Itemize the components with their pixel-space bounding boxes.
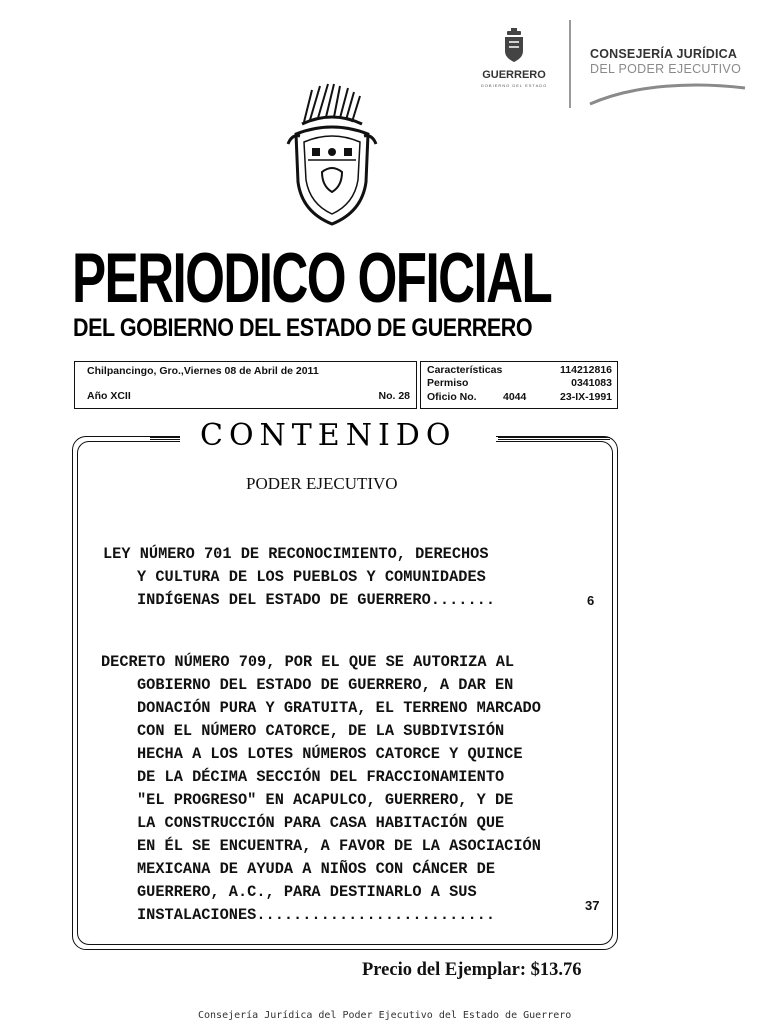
- toc-entry-line: INSTALACIONES..........................: [137, 906, 496, 924]
- registration-label3: Oficio No.: [427, 391, 477, 403]
- toc-entry-line: "EL PROGRESO" EN ACAPULCO, GUERRERO, Y DE: [137, 791, 514, 809]
- registration-label2: Permiso: [427, 377, 469, 389]
- toc-entry-line: DONACIÓN PURA Y GRATUITA, EL TERRENO MARCADO: [137, 699, 541, 717]
- toc-entry-line: LA CONSTRUCCIÓN PARA CASA HABITACIÓN QUE: [137, 814, 505, 832]
- toc-entry-line: DE LA DÉCIMA SECCIÓN DEL FRACCIONAMIENTO: [137, 768, 505, 786]
- toc-entry-line: CON EL NÚMERO CATORCE, DE LA SUBDIVISIÓN: [137, 722, 505, 740]
- issue-year: Año XCII: [87, 390, 131, 402]
- title-rule-right: [498, 437, 610, 440]
- brand-title-line1: CONSEJERÍA JURÍDICA: [590, 47, 738, 61]
- brand-title-line2: DEL PODER EJECUTIVO: [590, 62, 742, 76]
- toc-entry-line: MEXICANA DE AYUDA A NIÑOS CON CÁNCER DE: [137, 860, 496, 878]
- guerrero-state-logo: [478, 28, 550, 92]
- toc-entry-line: HECHA A LOS LOTES NÚMEROS CATORCE Y QUINCE: [137, 745, 523, 763]
- toc-page-number: 37: [585, 898, 600, 913]
- toc-entry-line: GUERRERO, A.C., PARA DESTINARLO A SUS: [137, 883, 477, 901]
- state-seal-icon: [282, 82, 382, 232]
- toc-entry-line: LEY NÚMERO 701 DE RECONOCIMIENTO, DERECHOS: [103, 545, 489, 563]
- issue-number: No. 28: [378, 390, 410, 402]
- logo-text: GUERRERO: [482, 69, 546, 81]
- toc-page-number: 6: [587, 593, 595, 608]
- toc-entry-line: GOBIERNO DEL ESTADO DE GUERRERO, A DAR EN: [137, 676, 514, 694]
- registration-box: [420, 361, 618, 409]
- brand-swoosh: [585, 78, 750, 108]
- toc-entry-line: Y CULTURA DE LOS PUEBLOS Y COMUNIDADES: [137, 568, 486, 586]
- page-footer: Consejería Jurídica del Poder Ejecutivo del Estado de Guerrero: [198, 1010, 572, 1021]
- registration-label1: Características: [427, 364, 503, 376]
- brand-divider: [569, 20, 571, 108]
- registration-value1: 114212816: [560, 364, 612, 376]
- toc-entry-line: DECRETO NÚMERO 709, POR EL QUE SE AUTORIZA AL: [101, 653, 515, 671]
- toc-entry-line: EN ÉL SE ENCUENTRA, A FAVOR DE LA ASOCIACIÓN: [137, 837, 541, 855]
- title-rule-left: [150, 437, 180, 440]
- section-heading: PODER EJECUTIVO: [246, 474, 398, 493]
- registration-value2: 0341083: [571, 377, 612, 389]
- masthead-title: PERIODICO OFICIAL: [72, 238, 552, 318]
- issue-price: Precio del Ejemplar: $13.76: [362, 960, 582, 980]
- issue-info-box: [74, 361, 417, 409]
- registration-value3a: 4044: [503, 391, 527, 403]
- masthead-subtitle: DEL GOBIERNO DEL ESTADO DE GUERRERO: [73, 314, 533, 342]
- toc-entry-line: INDÍGENAS DEL ESTADO DE GUERRERO.......: [137, 591, 496, 609]
- issue-place-date: Chilpancingo, Gro.,Viernes 08 de Abril de 2011: [87, 365, 319, 377]
- contents-title: CONTENIDO: [200, 418, 457, 453]
- logo-subtext: GOBIERNO DEL ESTADO: [480, 83, 548, 88]
- registration-value3b: 23-IX-1991: [560, 391, 612, 403]
